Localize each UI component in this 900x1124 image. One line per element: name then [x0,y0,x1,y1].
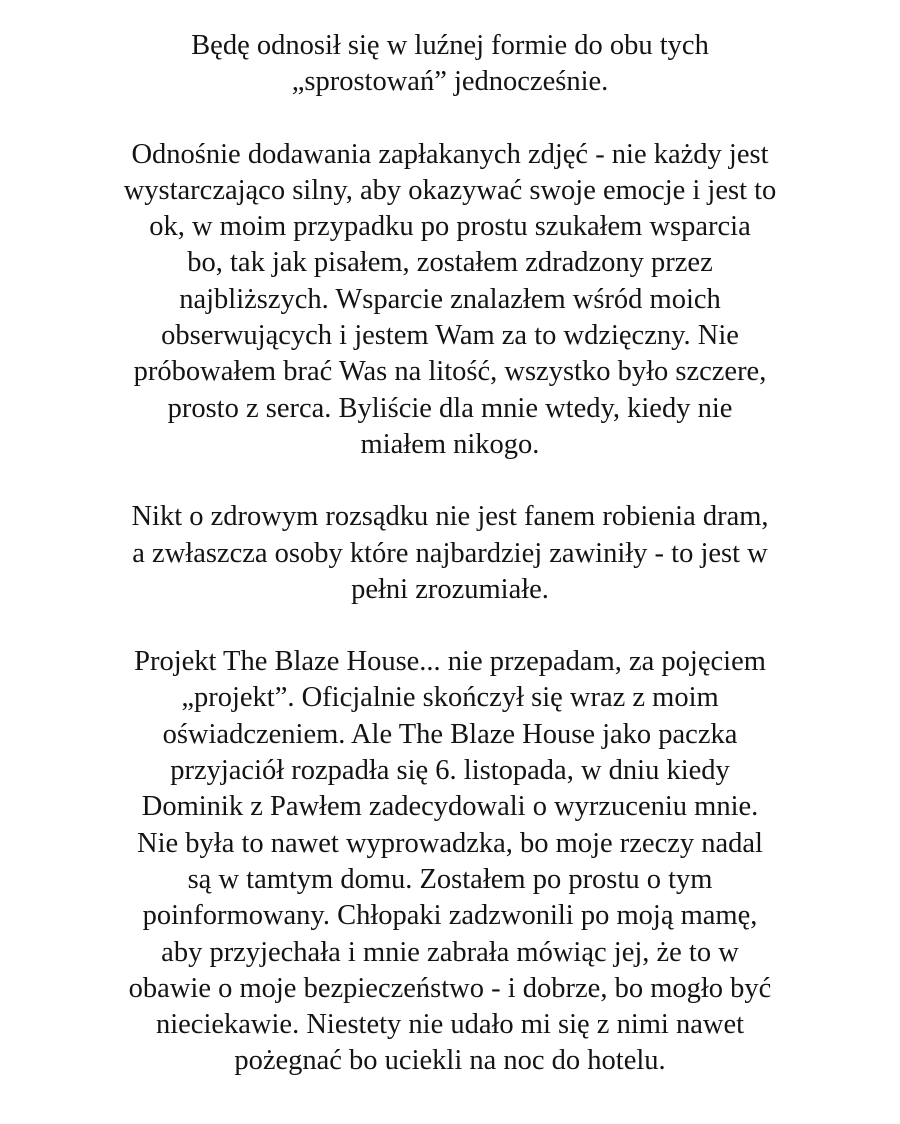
text-line: „projekt”. Oficjalnie skończył się wraz z moim [181,682,719,714]
text-line: obserwujących i jestem Wam za to wdzięczny. Nie [161,320,739,352]
text-line: miałem nikogo. [360,428,540,460]
paragraph-crying-photos [60,137,840,464]
text-line: a zwłaszcza osoby które najbardziej zawiniły - to jest w [132,537,768,569]
text-line: Dominik z Pawłem zadecydowali o wyrzuceniu mnie. [141,791,759,823]
text-line: poinformowany. Chłopaki zadzwonili po moją mamę, [142,900,758,932]
text-line: są w tamtym domu. Zostałem po prostu o tym [187,863,713,895]
text-line: Nikt o zdrowym rozsądku nie jest fanem robienia dram, [131,501,769,533]
text-line: Nie była to nawet wyprowadzka, bo moje rzeczy nadal [137,827,763,859]
text-line: prosto z serca. Byliście dla mnie wtedy, kiedy nie [167,392,733,424]
text-line: nieciekawie. Niestety nie udało mi się z nimi nawet [155,1009,745,1041]
text-line: oświadczeniem. Ale The Blaze House jako paczka [162,718,738,750]
paragraph-drama [60,499,840,608]
text-line: przyjaciół rozpadła się 6. listopada, w dniu kiedy [170,755,730,787]
text-line: najbliższych. Wsparcie znalazłem wśród moich [179,283,721,315]
paragraph-intro [60,28,840,101]
paragraph-blaze-house [60,644,840,1080]
text-line: wystarczająco silny, aby okazywać swoje emocje i jest to [123,174,777,206]
text-line: bo, tak jak pisałem, zostałem zdradzony przez [187,247,713,279]
text-line: Będę odnosił się w luźnej formie do obu tych [191,30,709,61]
text-line: Projekt The Blaze House... nie przepadam, za pojęciem [134,646,766,678]
text-line: Odnośnie dodawania zapłakanych zdjęć - nie każdy jest [131,138,769,170]
text-line: pełni zrozumiałe. [351,573,549,605]
text-line: aby przyjechała i mnie zabrała mówiąc jej, że to w [161,936,739,968]
text-line: „sprostowań” jednocześnie. [291,66,609,98]
text-line: obawie o moje bezpieczeństwo - i dobrze, bo mogło być [128,972,772,1004]
text-line: próbowałem brać Was na litość, wszystko było szczere, [133,356,767,388]
text-line: ok, w moim przypadku po prostu szukałem wsparcia [149,211,751,243]
text-line: pożegnać bo uciekli na noc do hotelu. [234,1045,666,1077]
